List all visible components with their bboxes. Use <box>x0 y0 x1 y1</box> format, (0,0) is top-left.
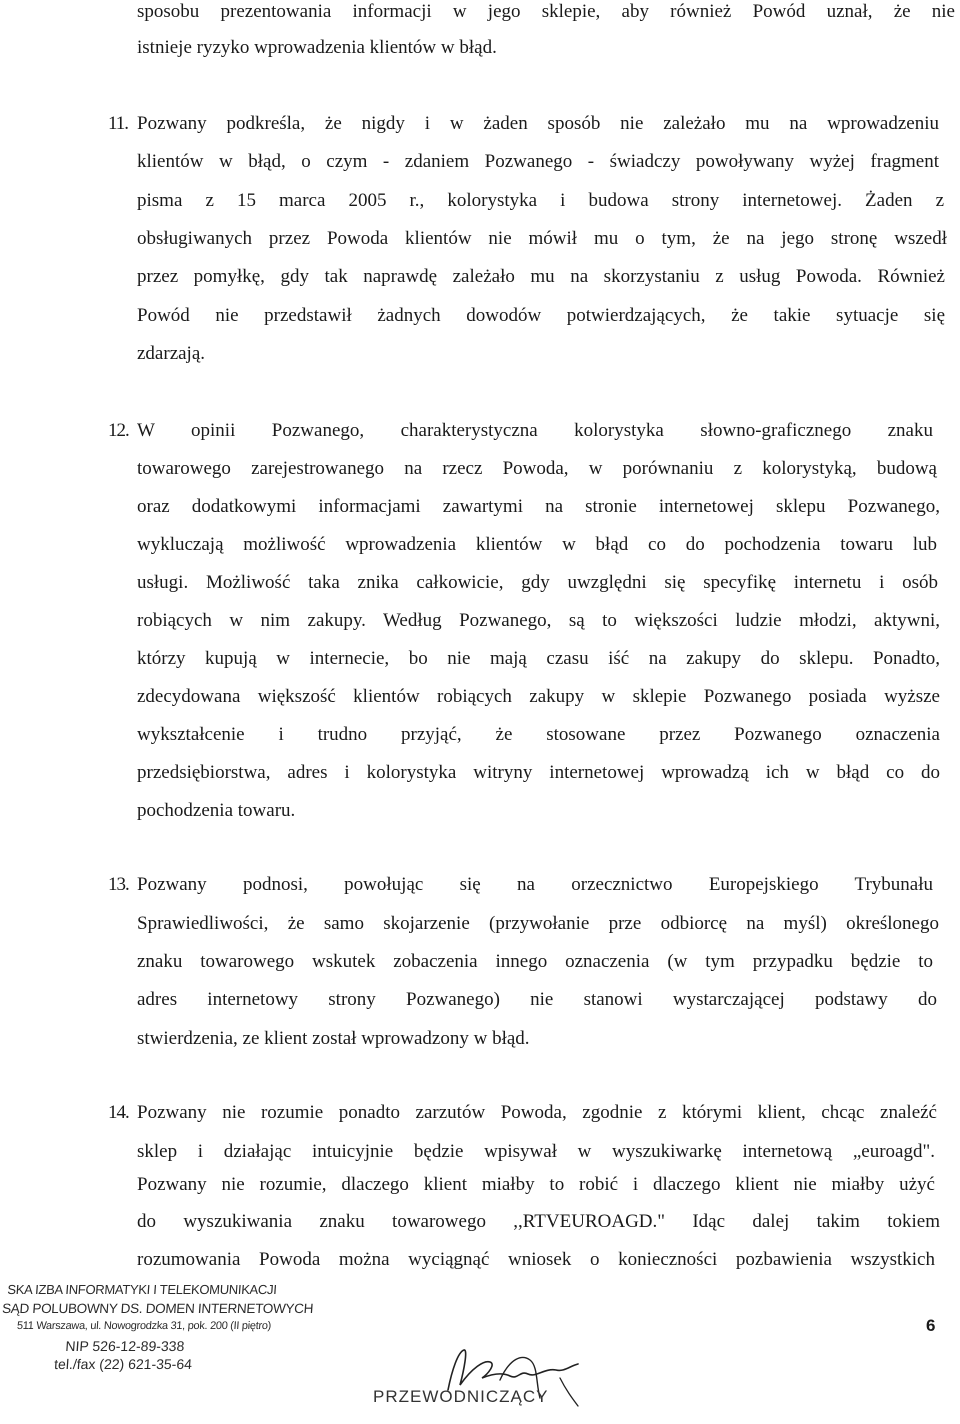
paragraph-line: wykształcenie i trudno przyjąć, że stosowane przez Pozwanego oznaczenia <box>137 724 940 745</box>
stamp-line: 511 Warszawa, ul. Nowogrodzka 31, pok. 200 (II piętro) <box>16 1320 272 1332</box>
paragraph-number: 14. <box>108 1102 129 1123</box>
paragraph-line: stwierdzenia, ze klient został wprowadzony w błąd. <box>137 1028 530 1049</box>
paragraph-line: usługi. Możliwość taka znika całkowicie, gdy uwzględni się specyfikę internetu i osób <box>137 572 938 593</box>
paragraph-number: 13. <box>108 874 129 895</box>
paragraph-line: Pozwany nie rozumie ponadto zarzutów Powoda, zgodnie z którymi klient, chcąc znaleźć <box>137 1102 937 1123</box>
paragraph-number: 11. <box>108 113 129 134</box>
paragraph-line: zdarzają. <box>137 343 206 364</box>
paragraph-line: do wyszukiwania znaku towarowego ,,RTVEUROAGD." Idąc dalej takim tokiem <box>137 1211 940 1232</box>
paragraph-line: Pozwany podnosi, powołując się na orzecznictwo Europejskiego Trybunału <box>137 874 933 895</box>
paragraph-line: oraz dodatkowymi informacjami zawartymi na stronie internetowej sklepu Pozwanego, <box>137 496 940 517</box>
paragraph-line: wykluczają możliwość wprowadzenia klientów w błąd co do pochodzenia towaru lub <box>137 534 937 555</box>
paragraph-line: Pozwany nie rozumie, dlaczego klient miałby to robić i dlaczego klient nie miałby użyć <box>137 1174 935 1195</box>
paragraph-line: robiących w nim zakupy. Według Pozwanego, są to większości ludzie młodzi, aktywni, <box>137 610 940 631</box>
signature-image <box>360 1340 620 1420</box>
paragraph-line: istnieje ryzyko wprowadzenia klientów w błąd. <box>137 37 497 58</box>
stamp-line: SĄD POLUBOWNY DS. DOMEN INTERNETOWYCH <box>1 1301 314 1316</box>
paragraph-line: Powód nie przedstawił żadnych dowodów potwierdzających, że takie sytuacje się <box>137 305 945 326</box>
paragraph-line: pisma z 15 marca 2005 r., kolorystyka i budowa strony internetowej. Żaden z <box>137 190 944 211</box>
paragraph-line: przedsiębiorstwa, adres i kolorystyka witryny internetowej wprowadzą ich w błąd co do <box>137 762 940 783</box>
paragraph-line: sklep i działając intuicyjnie będzie wpisywał w wyszukiwarkę internetową „euroagd". <box>137 1141 935 1162</box>
stamp-line: NIP 526-12-89-338 <box>64 1338 185 1354</box>
paragraph-line: W opinii Pozwanego, charakterystyczna kolorystyka słowno-graficznego znaku <box>137 420 933 441</box>
paragraph-line: towarowego zarejestrowanego na rzecz Powoda, w porównaniu z kolorystyką, budową <box>137 458 937 479</box>
paragraph-line: pochodzenia towaru. <box>137 800 296 821</box>
paragraph-line: adres internetowy strony Pozwanego) nie stanowi wystarczającej podstawy do <box>137 989 937 1010</box>
paragraph-line: Pozwany podkreśla, że nigdy i w żaden sposób nie zależało mu na wprowadzeniu <box>137 113 939 134</box>
stamp-line: SKA IZBA INFORMATYKI I TELEKOMUNIKACJI <box>6 1282 278 1297</box>
stamp-line: tel./fax (22) 621-35-64 <box>53 1356 193 1372</box>
paragraph-line: którzy kupują w internecie, bo nie mają czasu iść na zakupy do sklepu. Ponadto, <box>137 648 940 669</box>
page-number: 6 <box>926 1316 936 1335</box>
paragraph-line: znaku towarowego wskutek zobaczenia innego oznaczenia (w tym przypadku będzie to <box>137 951 933 972</box>
paragraph-line: obsługiwanych przez Powoda klientów nie mówił mu o tym, że na jego stronę wszedł <box>137 228 947 249</box>
paragraph-line: rozumowania Powoda można wyciągnąć wniosek o konieczności pozbawienia wszystkich <box>137 1249 935 1270</box>
signature-label: PRZEWODNICZĄCY <box>373 1387 549 1406</box>
paragraph-line: przez pomyłkę, gdy tak naprawdę zależało mu na skorzystaniu z usług Powoda. Również <box>137 266 945 287</box>
paragraph-line: sposobu prezentowania informacji w jego sklepie, aby również Powód uznał, że nie <box>137 1 955 22</box>
paragraph-line: zdecydowana większość klientów robiących zakupy w sklepie Pozwanego posiada wyższe <box>137 686 940 707</box>
paragraph-number: 12. <box>108 420 129 441</box>
paragraph-line: klientów w błąd, o czym - zdaniem Pozwanego - świadczy powoływany wyżej fragment <box>137 151 939 172</box>
paragraph-line: Sprawiedliwości, że samo skojarzenie (przywołanie prze odbiorcę na myśl) określonego <box>137 913 939 934</box>
